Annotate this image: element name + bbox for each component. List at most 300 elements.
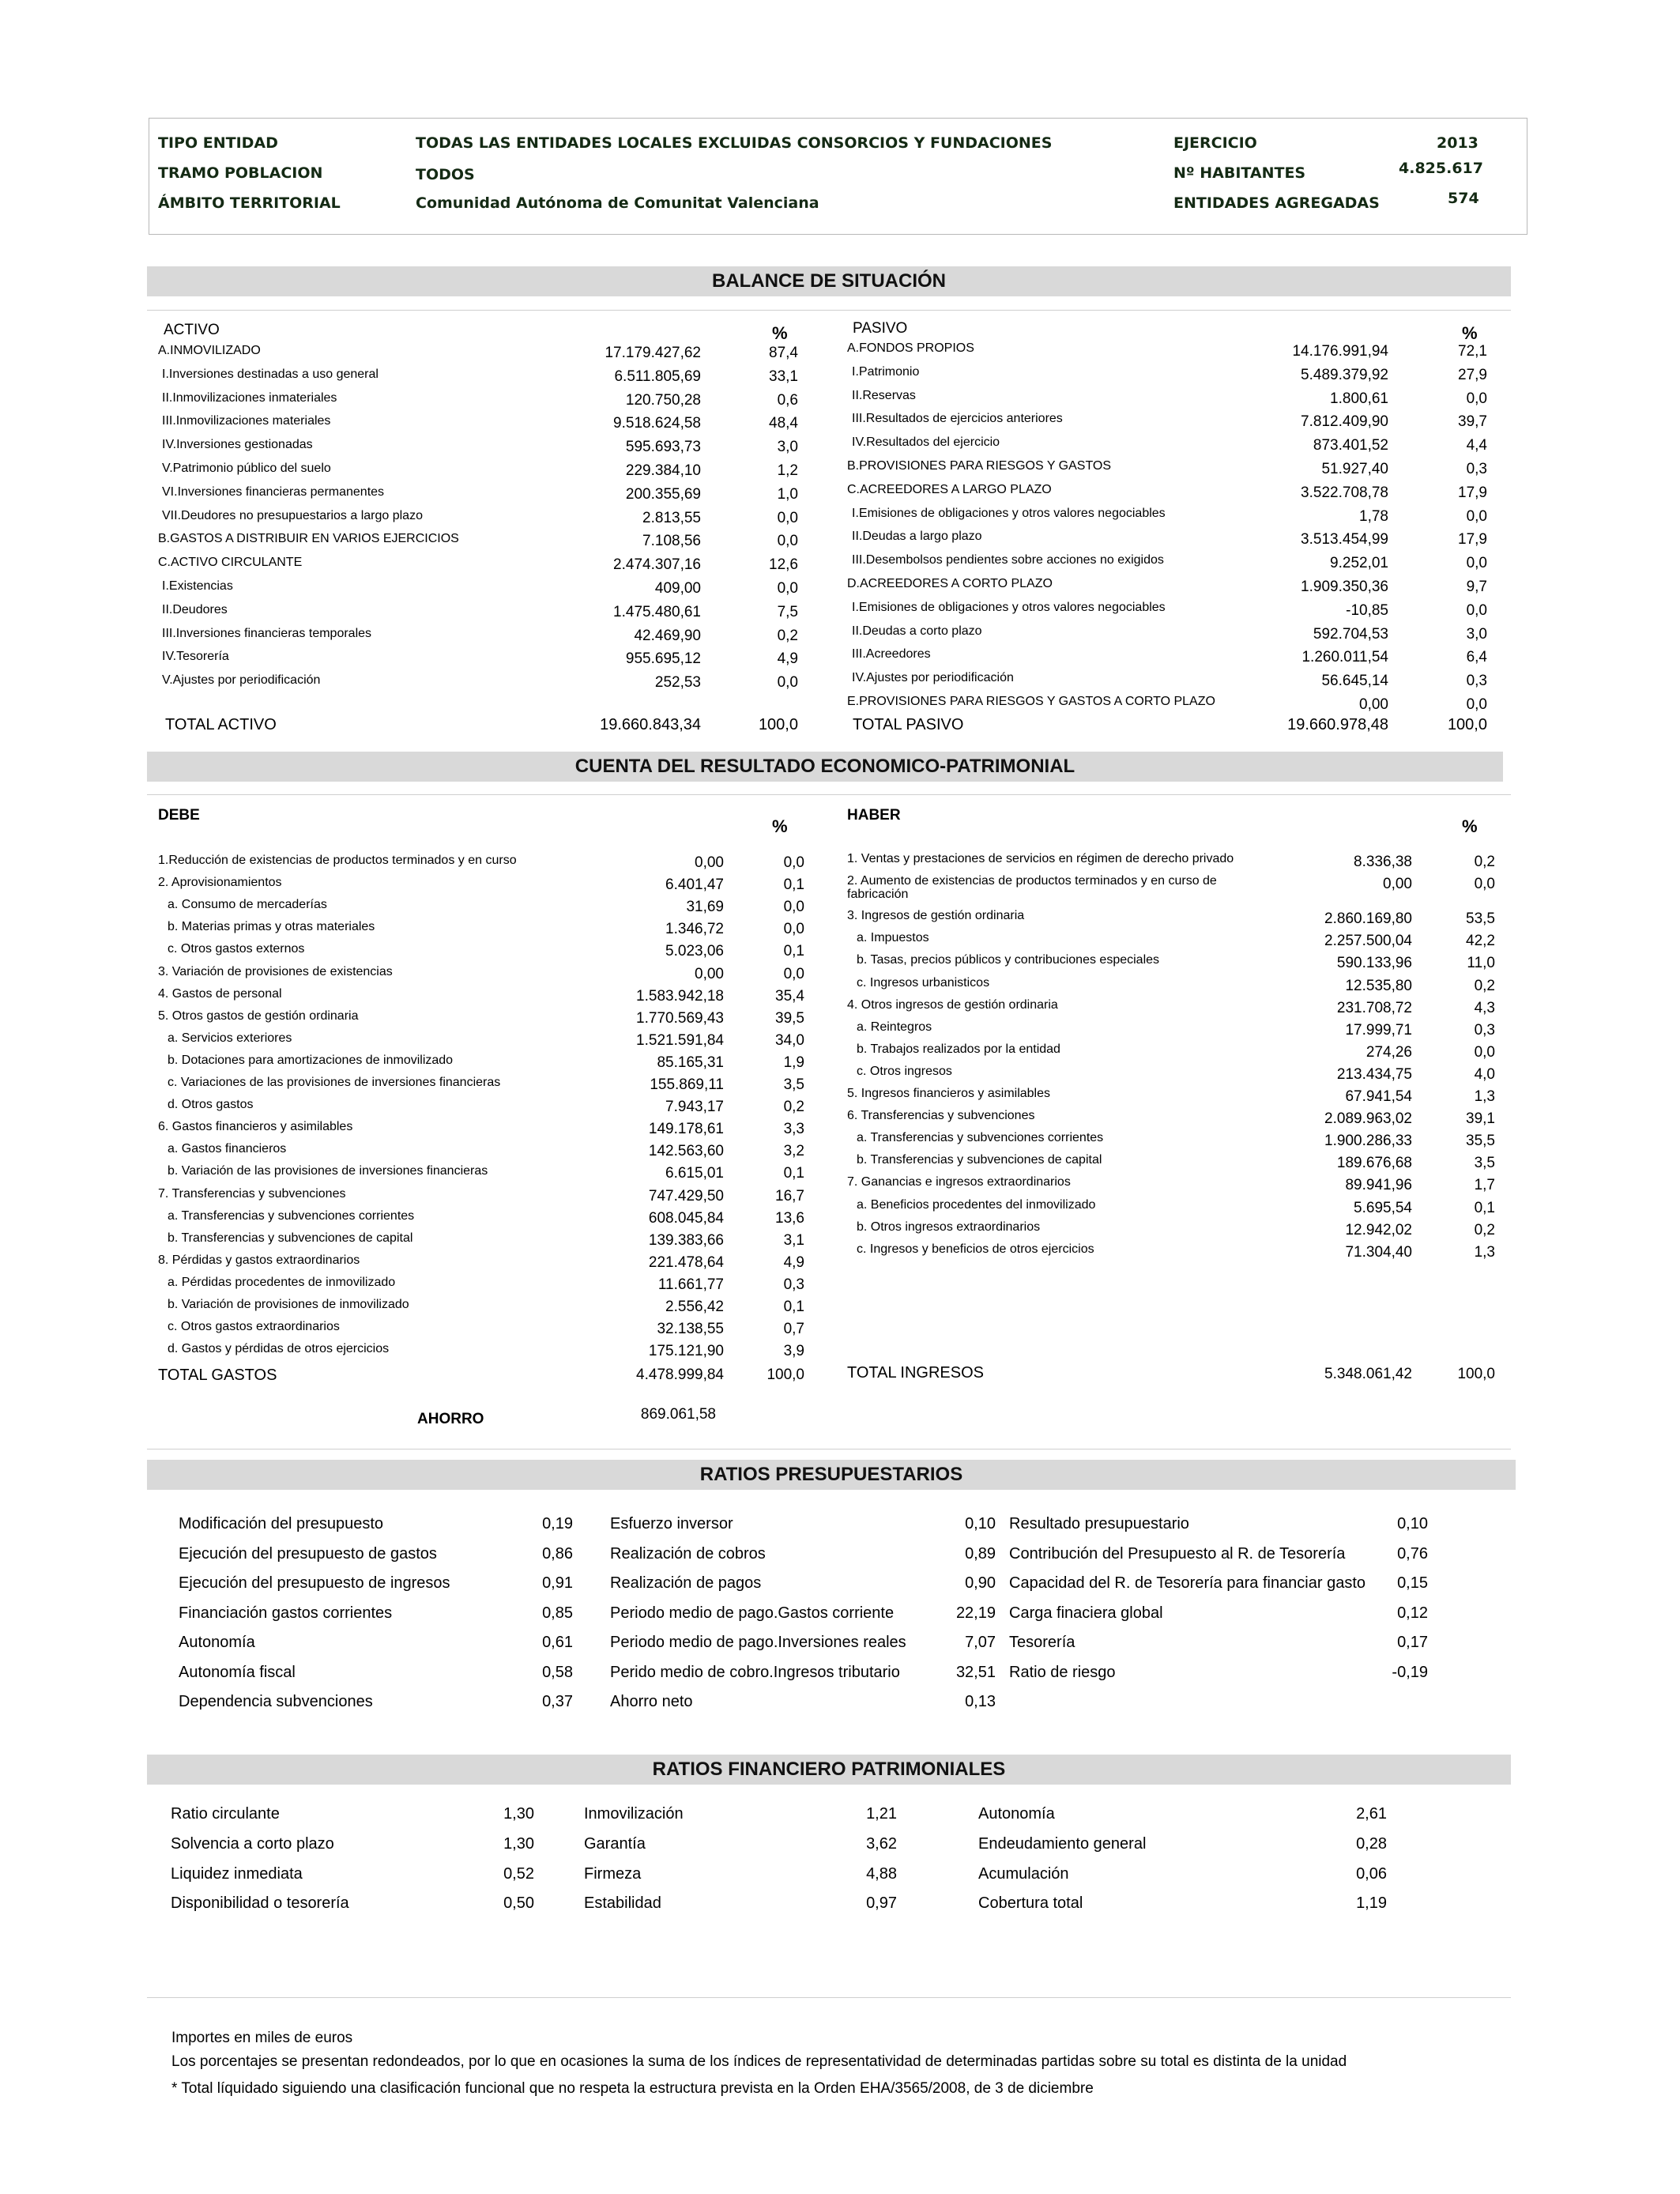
pasivo-row — [847, 431, 1495, 454]
rp-rows-label: Contribución del Presupuesto al R. de Tesorería — [1009, 1544, 1346, 1563]
pasivo-row — [847, 360, 1495, 384]
debe-row-value: 155.869,11 — [650, 1076, 724, 1093]
total-activo-pct: 100,0 — [758, 716, 798, 733]
debe-row-pct: 0,0 — [783, 854, 804, 871]
activo-row-pct: 48,4 — [769, 415, 798, 432]
pasivo-row — [847, 502, 1495, 526]
rf-rows-label: Autonomía — [978, 1805, 1055, 1823]
haber-row-label: b. Trabajos realizados por la entidad — [857, 1042, 1060, 1056]
habitantes-label: Nº HABITANTES — [1173, 164, 1306, 182]
debe-row — [158, 1204, 806, 1228]
haber-row-label: b. Otros ingresos extraordinarios — [857, 1220, 1041, 1234]
debe-row-pct: 3,9 — [783, 1343, 804, 1360]
debe-row-label: b. Transferencias y subvenciones de capital — [168, 1231, 413, 1245]
activo-row-pct: 87,4 — [769, 345, 798, 361]
debe-row-value: 2.556,42 — [665, 1299, 724, 1315]
haber-row-value: 71.304,40 — [1345, 1243, 1412, 1261]
haber-row-label: 5. Ingresos financieros y asimilables — [847, 1087, 1051, 1100]
activo-row-value: 120.750,28 — [625, 391, 701, 409]
debe-row-label: 3. Variación de provisiones de existencias — [158, 964, 393, 978]
pasivo-row-label: III.Desembolsos pendientes sobre acciones no exigidos — [852, 553, 1164, 567]
rp-rows-value: -0,19 — [1392, 1663, 1428, 1681]
rp-rows-label: Resultado presupuestario — [1009, 1515, 1189, 1532]
note-funcional: * Total líquidado siguiendo una clasificación funcional que no respeta la estructura prevista en la Orden EHA/3565/2008, de 3 de diciembre — [171, 2080, 1094, 2097]
haber-row-label: b. Transferencias y subvenciones de capital — [857, 1153, 1102, 1167]
debe-row-label: a. Transferencias y subvenciones corrientes — [168, 1208, 415, 1223]
activo-row-label: III.Inversiones financieras temporales — [162, 626, 372, 640]
rp-rows-label: Autonomía — [179, 1634, 255, 1651]
debe-row-value: 31,69 — [686, 899, 724, 916]
activo-row-label: V.Patrimonio público del suelo — [162, 462, 331, 475]
rf-rows-value: 3,62 — [866, 1834, 897, 1853]
pasivo-row-label: I.Patrimonio — [852, 364, 920, 379]
debe-row-value: 0,00 — [695, 965, 724, 982]
ejercicio-label: EJERCICIO — [1173, 134, 1257, 152]
debe-row-label: 4. Gastos de personal — [158, 986, 282, 1001]
debe-row-value: 221.478,64 — [648, 1253, 724, 1271]
pasivo-row-value: -10,85 — [1346, 601, 1388, 619]
activo-row-pct: 0,0 — [777, 674, 798, 692]
activo-row — [158, 386, 806, 410]
pasivo-row-label: II.Deudas a corto plazo — [852, 624, 982, 638]
debe-row-label: a. Gastos financieros — [168, 1142, 287, 1156]
ambito-label: ÁMBITO TERRITORIAL — [158, 194, 341, 212]
debe-row-pct: 3,5 — [783, 1076, 804, 1093]
haber-row-label: a. Beneficios procedentes del inmovilizado — [857, 1197, 1096, 1212]
activo-row — [158, 409, 806, 433]
pasivo-row — [847, 643, 1495, 666]
pasivo-row-value: 0,00 — [1359, 696, 1388, 713]
activo-row-value: 7.108,56 — [642, 533, 701, 550]
haber-row-pct: 3,5 — [1474, 1155, 1495, 1172]
debe-row-value: 139.383,66 — [648, 1231, 724, 1249]
debe-row-label: b. Materias primas y otras materiales — [168, 920, 375, 934]
ahorro-value: 869.061,58 — [640, 1406, 716, 1423]
pasivo-row-pct: 17,9 — [1458, 531, 1487, 548]
debe-row-pct: 1,9 — [783, 1054, 804, 1071]
activo-row-pct: 1,2 — [777, 462, 798, 479]
debe-row — [158, 849, 806, 873]
haber-row-pct: 53,5 — [1466, 910, 1495, 928]
rp-rows-value: 22,19 — [955, 1604, 996, 1622]
debe-row-label: 2. Aprovisionamientos — [158, 876, 282, 890]
pasivo-row-pct: 9,7 — [1466, 579, 1487, 595]
debe-row-label: c. Variaciones de las provisiones de inversiones financieras — [168, 1076, 501, 1089]
activo-row — [158, 433, 806, 457]
debe-row — [158, 871, 806, 895]
pasivo-row-pct: 0,0 — [1466, 601, 1487, 619]
debe-row-value: 608.045,84 — [648, 1209, 724, 1227]
pasivo-row-pct: 72,1 — [1458, 343, 1487, 360]
pasivo-row-pct: 0,0 — [1466, 390, 1487, 407]
haber-row-value: 189.676,68 — [1336, 1155, 1412, 1172]
haber-row — [847, 1193, 1495, 1217]
activo-row-value: 229.384,10 — [625, 462, 701, 479]
activo-row-value: 955.695,12 — [625, 650, 701, 668]
note-units: Importes en miles de euros — [171, 2030, 353, 2046]
rp-rows-value: 0,10 — [965, 1515, 996, 1532]
pasivo-row-pct: 3,0 — [1466, 625, 1487, 643]
rf-rows-label: Ratio circulante — [171, 1805, 280, 1823]
haber-row-value: 12.535,80 — [1345, 977, 1412, 994]
activo-row-label: VII.Deudores no presupuestarios a largo plazo — [162, 508, 423, 522]
total-activo-label: TOTAL ACTIVO — [165, 716, 277, 733]
activo-row-pct: 0,0 — [777, 533, 798, 550]
pasivo-row-value: 3.513.454,99 — [1301, 531, 1388, 548]
haber-pct-heading: % — [1462, 816, 1478, 836]
pasivo-row — [847, 384, 1495, 408]
haber-row-pct: 0,1 — [1474, 1199, 1495, 1216]
activo-row-value: 409,00 — [654, 580, 701, 597]
pasivo-row-pct: 4,4 — [1466, 437, 1487, 454]
pasivo-row — [847, 690, 1495, 714]
activo-row-pct: 12,6 — [769, 556, 798, 574]
rf-rows-label: Cobertura total — [978, 1894, 1083, 1913]
pasivo-row-label: B.PROVISIONES PARA RIESGOS Y GASTOS — [847, 459, 1112, 473]
debe-row — [158, 893, 806, 917]
pasivo-row-label: I.Emisiones de obligaciones y otros valores negociables — [852, 506, 1166, 520]
pasivo-row-label: I.Emisiones de obligaciones y otros valores negociables — [852, 600, 1166, 614]
debe-row-value: 85.165,31 — [657, 1054, 724, 1071]
pasivo-row-label: IV.Ajustes por periodificación — [852, 671, 1014, 685]
pasivo-row — [847, 666, 1495, 690]
activo-row-pct: 7,5 — [777, 603, 798, 620]
tramo-value: TODOS — [416, 166, 475, 183]
pasivo-row-value: 1.800,61 — [1330, 390, 1388, 407]
cuenta-title: CUENTA DEL RESULTADO ECONOMICO-PATRIMONIAL — [147, 752, 1503, 782]
activo-row-label: I.Existencias — [162, 579, 233, 593]
pasivo-row-pct: 27,9 — [1458, 366, 1487, 383]
haber-row-pct: 1,7 — [1474, 1177, 1495, 1194]
tipo-entidad-label: TIPO ENTIDAD — [158, 134, 278, 152]
haber-row-label: 2. Aumento de existencias de productos terminados y en curso de — [847, 874, 1217, 888]
rp-rows-value: 0,12 — [1397, 1604, 1428, 1622]
rp-rows-label: Realización de pagos — [610, 1574, 762, 1592]
debe-row-value: 7.943,17 — [665, 1099, 724, 1116]
activo-row-value: 9.518.624,58 — [613, 415, 701, 432]
haber-row-pct: 0,3 — [1474, 1021, 1495, 1039]
ratios-presupuestarios-title: RATIOS PRESUPUESTARIOS — [147, 1460, 1516, 1490]
haber-row — [847, 904, 1495, 928]
pasivo-heading: PASIVO — [853, 320, 908, 337]
rf-rows-value: 1,19 — [1356, 1894, 1387, 1913]
debe-row — [158, 1227, 806, 1250]
rp-rows-value: 7,07 — [965, 1634, 996, 1651]
haber-row-label: 1. Ventas y prestaciones de servicios en régimen de derecho privado — [847, 852, 1234, 865]
activo-row-value: 200.355,69 — [625, 485, 701, 503]
debe-row-label: a. Pérdidas procedentes de inmovilizado — [168, 1275, 396, 1289]
activo-row-label: V.Ajustes por periodificación — [162, 673, 321, 688]
rf-rows-value: 4,88 — [866, 1864, 897, 1883]
activo-heading: ACTIVO — [164, 322, 220, 338]
debe-row-label: 1.Reducción de existencias de productos terminados y en curso — [158, 854, 517, 867]
debe-row — [158, 1293, 806, 1317]
rp-rows-value: 0,19 — [542, 1515, 573, 1532]
debe-row-label: 6. Gastos financieros y asimilables — [158, 1120, 353, 1134]
haber-row-pct: 11,0 — [1467, 955, 1495, 972]
activo-row-label: II.Deudores — [162, 602, 228, 616]
activo-row — [158, 575, 806, 598]
haber-row-label: c. Ingresos urbanisticos — [857, 975, 990, 990]
haber-row-pct: 1,3 — [1474, 1088, 1495, 1105]
rp-rows-label: Ratio de riesgo — [1009, 1663, 1116, 1681]
pasivo-row-label: II.Deudas a largo plazo — [852, 530, 982, 544]
debe-row — [158, 1071, 806, 1095]
debe-row — [158, 1271, 806, 1295]
debe-row-label: b. Dotaciones para amortizaciones de inmovilizado — [168, 1053, 454, 1067]
haber-row-label: a. Reintegros — [857, 1020, 932, 1034]
pasivo-row-pct: 0,0 — [1466, 507, 1487, 525]
debe-row-label: 7. Transferencias y subvenciones — [158, 1186, 346, 1201]
activo-row-label: I.Inversiones destinadas a uso general — [162, 367, 379, 381]
debe-row-value: 1.770.569,43 — [636, 1009, 724, 1027]
debe-row — [158, 1115, 806, 1139]
debe-row-pct: 35,4 — [775, 987, 804, 1005]
activo-row — [158, 527, 806, 551]
debe-row-label: b. Variación de provisiones de inmovilizado — [168, 1298, 409, 1311]
pasivo-row-label: C.ACREEDORES A LARGO PLAZO — [847, 482, 1052, 496]
debe-row-value: 1.521.591,84 — [636, 1031, 724, 1049]
haber-row-label: 3. Ingresos de gestión ordinaria — [847, 909, 1025, 923]
haber-row-pct: 1,3 — [1474, 1243, 1495, 1261]
activo-row — [158, 551, 806, 575]
pasivo-row-value: 14.176.991,94 — [1292, 343, 1388, 360]
haber-row-pct: 0,2 — [1474, 854, 1495, 870]
debe-row-value: 11.661,77 — [657, 1276, 724, 1293]
rp-rows-label: Realización de cobros — [610, 1544, 766, 1563]
activo-row-pct: 0,2 — [777, 627, 798, 644]
activo-row-label: A.INMOVILIZADO — [158, 344, 261, 357]
debe-row — [158, 1315, 806, 1339]
pasivo-row-pct: 0,0 — [1466, 555, 1487, 572]
rp-rows-label: Modificación del presupuesto — [179, 1515, 384, 1532]
haber-row-label-cont: fabricación — [847, 888, 909, 902]
rp-rows-label: Perido medio de cobro.Ingresos tributario — [610, 1663, 900, 1681]
debe-row — [158, 1027, 806, 1050]
activo-row — [158, 363, 806, 386]
pasivo-row-pct: 0,3 — [1466, 673, 1487, 690]
pasivo-row — [847, 478, 1495, 502]
rp-rows-value: 32,51 — [955, 1663, 996, 1681]
pasivo-row-value: 7.812.409,90 — [1301, 413, 1388, 431]
total-gastos-value: 4.478.999,84 — [636, 1367, 724, 1383]
rp-rows-label: Ahorro neto — [610, 1693, 693, 1710]
haber-row-value: 590.133,96 — [1336, 955, 1412, 972]
rp-rows-label: Periodo medio de pago.Inversiones reales — [610, 1634, 906, 1651]
activo-row-pct: 0,0 — [777, 580, 798, 597]
pasivo-row-label: E.PROVISIONES PARA RIESGOS Y GASTOS A CORTO PLAZO — [847, 695, 1215, 708]
activo-row-value: 2.474.307,16 — [613, 556, 701, 574]
activo-row-label: III.Inmovilizaciones materiales — [162, 414, 331, 428]
pasivo-pct-heading: % — [1462, 323, 1478, 343]
activo-row — [158, 339, 806, 363]
ahorro-label: AHORRO — [417, 1411, 484, 1427]
activo-row-label: C.ACTIVO CIRCULANTE — [158, 556, 303, 570]
debe-row — [158, 1137, 806, 1161]
debe-row — [158, 1182, 806, 1206]
total-pasivo-label: TOTAL PASIVO — [853, 716, 964, 733]
haber-row-value: 17.999,71 — [1345, 1021, 1412, 1039]
debe-row — [158, 1005, 806, 1028]
debe-row-label: 5. Otros gastos de gestión ordinaria — [158, 1008, 359, 1023]
rf-rows-value: 0,06 — [1356, 1864, 1387, 1883]
haber-row-pct: 0,0 — [1474, 876, 1495, 893]
rp-rows-label: Periodo medio de pago.Gastos corriente — [610, 1604, 895, 1622]
ejercicio-value: 2013 — [1437, 134, 1478, 152]
haber-row-pct: 35,5 — [1466, 1133, 1495, 1150]
activo-row — [158, 669, 806, 692]
rf-rows-value: 0,97 — [866, 1894, 897, 1913]
balance-title: BALANCE DE SITUACIÓN — [147, 266, 1511, 296]
debe-row — [158, 982, 806, 1006]
haber-row-pct: 4,3 — [1474, 999, 1495, 1016]
pasivo-row — [847, 620, 1495, 643]
debe-row-value: 1.346,72 — [665, 921, 724, 938]
rp-rows-value: 0,58 — [542, 1663, 573, 1681]
haber-row-pct: 42,2 — [1466, 933, 1495, 950]
activo-row-label: VI.Inversiones financieras permanentes — [162, 484, 385, 499]
rf-rows-label: Inmovilización — [584, 1805, 684, 1823]
rf-rows-label: Estabilidad — [584, 1894, 661, 1913]
pasivo-row-value: 873.401,52 — [1313, 437, 1388, 454]
pasivo-row-value: 1.909.350,36 — [1301, 579, 1388, 595]
pasivo-row-value: 5.489.379,92 — [1301, 366, 1388, 383]
debe-row-pct: 3,2 — [783, 1143, 804, 1160]
debe-row-value: 142.563,60 — [648, 1143, 724, 1160]
rp-rows-label: Ejecución del presupuesto de ingresos — [179, 1574, 450, 1592]
haber-heading: HABER — [847, 807, 901, 824]
haber-row — [847, 869, 1495, 902]
pasivo-row-label: A.FONDOS PROPIOS — [847, 341, 974, 355]
rf-rows-value: 1,30 — [503, 1834, 534, 1853]
rf-rows-value: 0,50 — [503, 1894, 534, 1913]
debe-pct-heading: % — [772, 816, 788, 836]
rp-rows-value: 0,89 — [965, 1544, 996, 1563]
pasivo-row-label: III.Resultados de ejercicios anteriores — [852, 412, 1063, 426]
activo-row-label: II.Inmovilizaciones inmateriales — [162, 390, 337, 405]
rp-rows-value: 0,17 — [1397, 1634, 1428, 1651]
debe-row-pct: 0,1 — [783, 876, 804, 894]
debe-row-pct: 16,7 — [775, 1187, 804, 1204]
debe-row — [158, 960, 806, 984]
rp-rows-label: Ejecución del presupuesto de gastos — [179, 1544, 437, 1563]
activo-row-pct: 3,0 — [777, 439, 798, 456]
tramo-label: TRAMO POBLACION — [158, 164, 323, 182]
divider — [147, 794, 1511, 795]
activo-row-label: B.GASTOS A DISTRIBUIR EN VARIOS EJERCICIOS — [158, 532, 459, 546]
agregadas-value: 574 — [1448, 190, 1479, 207]
total-pasivo-value: 19.660.978,48 — [1287, 716, 1388, 733]
haber-row-value: 1.900.286,33 — [1324, 1133, 1412, 1150]
total-ingresos-label: TOTAL INGRESOS — [847, 1364, 984, 1382]
debe-row — [158, 1249, 806, 1272]
pasivo-row-pct: 17,9 — [1458, 484, 1487, 501]
debe-row-label: c. Otros gastos externos — [168, 942, 305, 956]
debe-row-pct: 4,9 — [783, 1253, 804, 1271]
habitantes-value: 4.825.617 — [1399, 160, 1483, 177]
haber-row — [847, 1171, 1495, 1194]
pasivo-row-value: 56.645,14 — [1321, 673, 1388, 690]
rp-rows-value: 0,85 — [542, 1604, 573, 1622]
haber-row-value: 67.941,54 — [1345, 1088, 1412, 1105]
haber-row-pct: 39,1 — [1466, 1110, 1495, 1128]
haber-row-pct: 0,2 — [1474, 977, 1495, 994]
haber-row — [847, 1016, 1495, 1039]
pasivo-row-pct: 0,3 — [1466, 461, 1487, 477]
debe-row-pct: 0,1 — [783, 943, 804, 960]
haber-row-value: 2.257.500,04 — [1324, 933, 1412, 950]
rp-rows-value: 0,90 — [965, 1574, 996, 1592]
pasivo-row-value: 9.252,01 — [1330, 555, 1388, 572]
haber-row — [847, 847, 1495, 871]
pasivo-row-pct: 0,0 — [1466, 696, 1487, 713]
rp-rows-value: 0,15 — [1397, 1574, 1428, 1592]
debe-row-pct: 0,2 — [783, 1099, 804, 1116]
haber-row-value: 89.941,96 — [1345, 1177, 1412, 1194]
debe-row-label: b. Variación de las provisiones de inversiones financieras — [168, 1164, 488, 1178]
activo-row-pct: 0,6 — [777, 391, 798, 409]
activo-row-value: 2.813,55 — [642, 509, 701, 526]
haber-row — [847, 993, 1495, 1017]
rf-rows-value: 0,52 — [503, 1864, 534, 1883]
debe-row-label: a. Servicios exteriores — [168, 1031, 292, 1045]
rp-rows-value: 0,37 — [542, 1693, 573, 1710]
pasivo-row-label: IV.Resultados del ejercicio — [852, 435, 1000, 450]
rp-rows-label: Financiación gastos corrientes — [179, 1604, 393, 1622]
haber-row — [847, 926, 1495, 950]
activo-row-label: IV.Tesorería — [162, 650, 229, 664]
rp-rows-label: Esfuerzo inversor — [610, 1515, 733, 1532]
debe-row-value: 32.138,55 — [657, 1321, 724, 1338]
debe-row — [158, 1093, 806, 1117]
rp-rows-value: 0,91 — [542, 1574, 573, 1592]
haber-row-label: a. Transferencias y subvenciones corrientes — [857, 1131, 1104, 1145]
rp-rows-value: 0,86 — [542, 1544, 573, 1563]
pasivo-row-pct: 6,4 — [1466, 649, 1487, 666]
activo-row-pct: 33,1 — [769, 368, 798, 385]
haber-row-label: 7. Ganancias e ingresos extraordinarios — [847, 1175, 1071, 1189]
divider — [147, 310, 1511, 311]
debe-row-label: 8. Pérdidas y gastos extraordinarios — [158, 1253, 360, 1267]
rp-rows-value: 0,13 — [965, 1693, 996, 1710]
activo-row — [158, 622, 806, 646]
pasivo-row-label: D.ACREEDORES A CORTO PLAZO — [847, 577, 1053, 590]
rf-rows-label: Liquidez inmediata — [171, 1864, 303, 1883]
rf-rows-label: Garantía — [584, 1834, 646, 1853]
debe-row-pct: 0,1 — [783, 1165, 804, 1182]
activo-row-label: IV.Inversiones gestionadas — [162, 438, 313, 452]
debe-row-value: 1.583.942,18 — [636, 987, 724, 1005]
pasivo-row-value: 592.704,53 — [1313, 625, 1388, 643]
rp-rows-value: 0,10 — [1397, 1515, 1428, 1532]
activo-row-value: 17.179.427,62 — [605, 345, 701, 361]
debe-row-pct: 0,3 — [783, 1276, 804, 1293]
haber-row-value: 12.942,02 — [1345, 1221, 1412, 1238]
activo-row-pct: 0,0 — [777, 509, 798, 526]
pasivo-row — [847, 407, 1495, 431]
haber-row-value: 8.336,38 — [1354, 854, 1412, 870]
haber-row-label: b. Tasas, precios públicos y contribuciones especiales — [857, 953, 1160, 967]
rf-rows-label: Solvencia a corto plazo — [171, 1834, 334, 1853]
activo-pct-heading: % — [772, 323, 788, 343]
haber-row — [847, 1216, 1495, 1239]
activo-row — [158, 481, 806, 504]
debe-row-value: 6.401,47 — [665, 876, 724, 894]
activo-row-value: 1.475.480,61 — [613, 603, 701, 620]
debe-row — [158, 915, 806, 939]
activo-row — [158, 504, 806, 528]
rp-rows-label: Carga finaciera global — [1009, 1604, 1163, 1622]
